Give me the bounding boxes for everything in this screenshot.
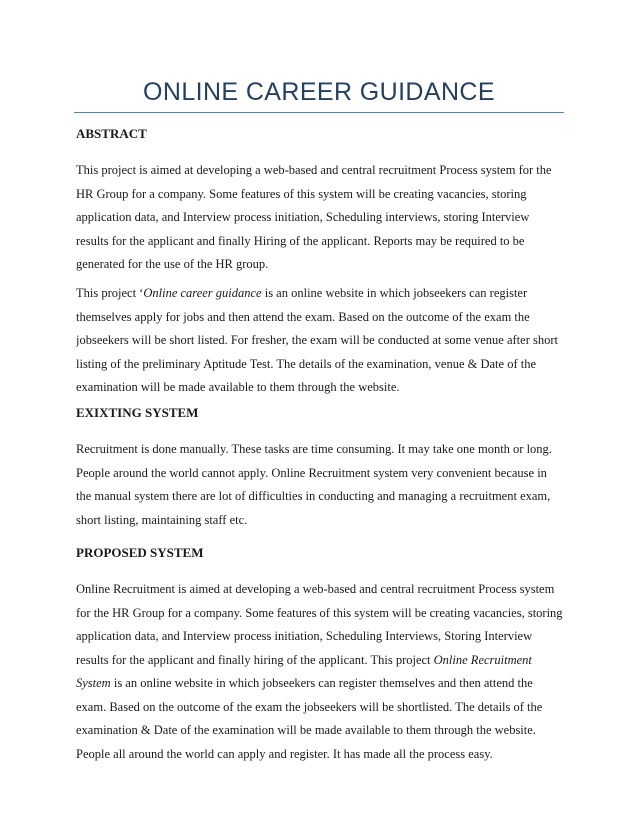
text-line: exam. Based on the outcome of the exam the jobseekers will be shortlisted. The details of the <box>76 699 543 714</box>
text-line: results for the applicant and finally Hiring of the applicant. Reports may be required to be <box>76 233 525 248</box>
text-line: examination & Date of the examination will be made available to them through the website. <box>76 723 536 737</box>
proposed-system-heading: PROPOSED SYSTEM <box>76 545 204 560</box>
text-line: People all around the world can apply and register. It has made all the process easy. <box>76 746 493 761</box>
text-line: short listing, maintaining staff etc. <box>76 512 248 527</box>
document-title: ONLINE CAREER GUIDANCE <box>143 78 495 106</box>
text-line: People around the world cannot apply. Online Recruitment system very convenient because in <box>76 465 547 480</box>
text-line: examination will be made available to them through the website. <box>76 380 400 394</box>
italic-project-name: System <box>76 676 111 690</box>
text-line: This project is aimed at developing a web-based and central recruitment Process system for the <box>76 163 552 177</box>
italic-project-name: Online Recruitment <box>433 652 532 667</box>
existing-system-heading: EXIXTING SYSTEM <box>76 405 199 420</box>
text-line: HR Group for a company. Some features of this system will be creating vacancies, storing <box>76 186 527 201</box>
text-line <box>76 672 566 696</box>
proposed-system-paragraph <box>76 578 566 766</box>
title-underline-rule <box>74 112 564 113</box>
text-run: is an online website in which jobseekers can register themselves and then attend the <box>110 676 533 690</box>
text-line: Recruitment is done manually. These tasks are time consuming. It may take one month or long. <box>76 442 552 456</box>
text-line: application data, and Interview process initiation, Scheduling interviews, storing Interview <box>76 210 530 224</box>
text-line: listing of the preliminary Aptitude Test. The details of the examination, venue & Date of the <box>76 356 537 371</box>
existing-system-paragraph <box>76 438 566 532</box>
text-line: jobseekers will be short listed. For fresher, the exam will be conducted at some venue after short <box>76 333 558 347</box>
text-run: This project ‘ <box>76 286 144 300</box>
text-line: Online Recruitment is aimed at developing a web-based and central recruitment Process system <box>76 582 555 596</box>
abstract-paragraph-1 <box>76 159 566 277</box>
text-line <box>76 649 566 673</box>
text-line <box>76 282 566 306</box>
text-line: for the HR Group for a company. Some features of this system will be creating vacancies, storing <box>76 605 563 620</box>
italic-project-name: Online career guidance <box>143 286 262 300</box>
text-line: generated for the use of the HR group. <box>76 257 269 271</box>
text-line: themselves apply for jobs and then attend the exam. Based on the outcome of the exam the <box>76 309 530 324</box>
abstract-paragraph-2 <box>76 282 566 400</box>
text-run: is an online website in which jobseekers can register <box>261 286 528 300</box>
text-run: results for the applicant and finally hiring of the applicant. This project <box>76 652 434 667</box>
abstract-heading: ABSTRACT <box>76 126 147 141</box>
text-line: application data, and Interview process initiation, Scheduling Interviews, Storing Interview <box>76 629 533 643</box>
text-line: the manual system there are lot of difficulties in conducting and managing a recruitment exam, <box>76 489 551 503</box>
